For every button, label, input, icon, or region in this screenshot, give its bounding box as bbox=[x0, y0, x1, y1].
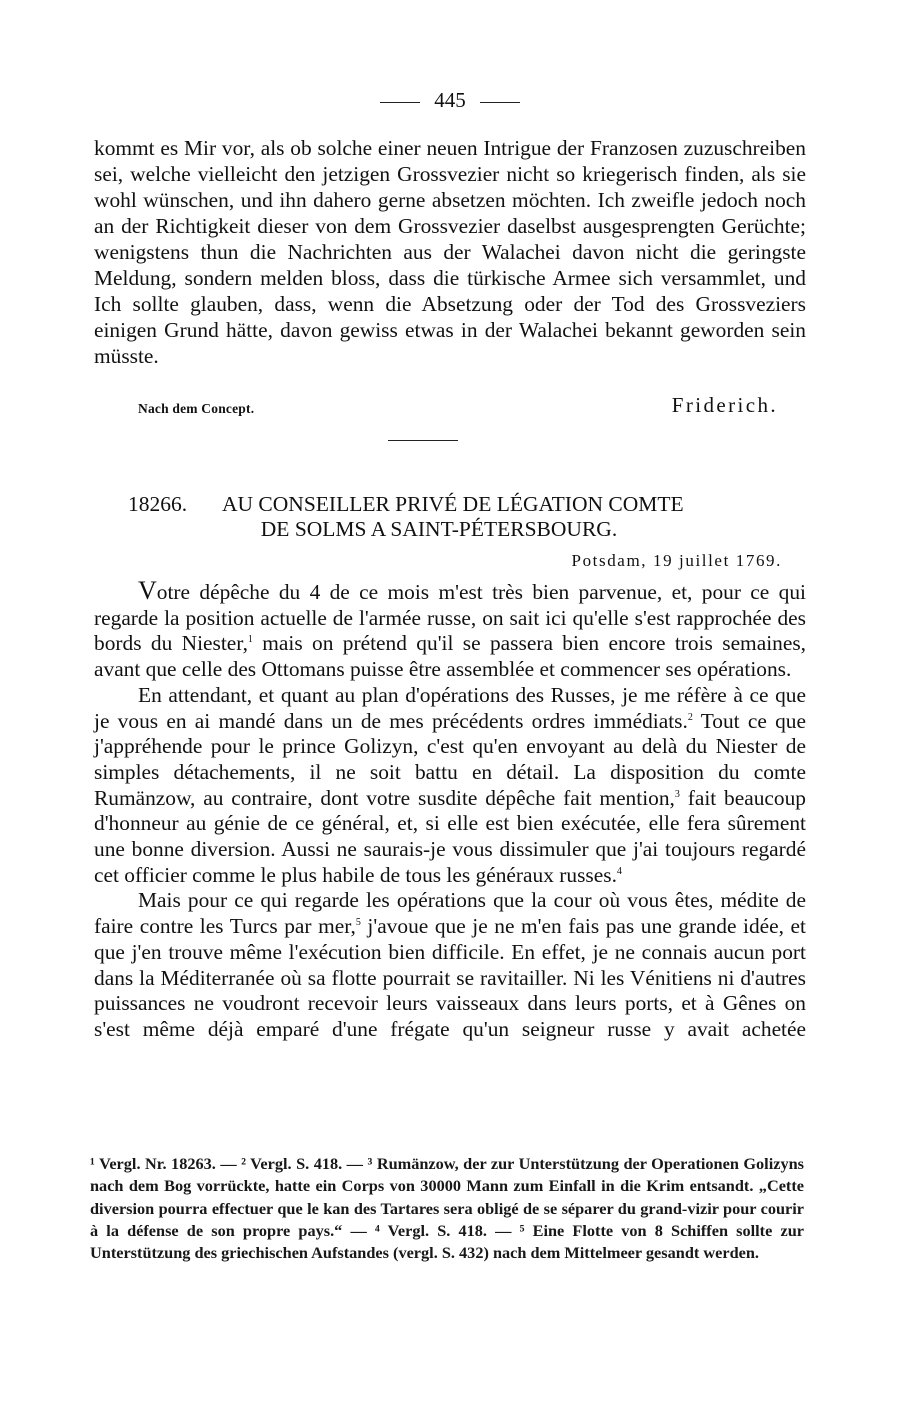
paragraph-text: Votre dépêche du 4 de ce mois m'est très bien parvenue, et, pour ce qui regarde la position actuelle de l'armée russe, on sait ici qu'elle s'est rapprochée des bords du Niester, bbox=[94, 576, 806, 656]
paragraph-text: En attendant, et quant au plan d'opérations des Russes, je me réfère à ce que je vous en ai mandé dans un de mes précédents ordres immédiats. bbox=[94, 682, 806, 733]
body-paragraph bbox=[94, 888, 806, 1042]
paragraph-text: mais on prétend qu'il se passera bien encore trois semaines, avant que celle des Ottomans puisse être assemblée et commencer ses opérations. bbox=[94, 631, 806, 682]
source-note: Nach dem Concept. bbox=[138, 401, 255, 416]
lead-paragraph: kommt es Mir vor, als ob solche einer neuen Intrigue der Franzosen zuzuschreiben sei, welche vielleicht den jetzigen Grossvezier nicht so kriegerisch finden, als sie wohl wünschen, und ihn dahero gerne absetzen möchten. Ich zweifle jedoch noch an der Richtigkeit dieser von dem Grossvezier daselbst ausgesprengten Gerüchte; wenigstens thun die Nachrichten aus der Walachei davon nicht die geringste Meldung, sondern melden bloss, dass die türkische Armee sich versammlet, und Ich sollte glauben, dass, wenn die Absetzung oder der Tod des Grossveziers einigen Grund hätte, davon gewiss etwas in der Walachei bekannt geworden sein müsste. bbox=[94, 136, 806, 368]
letter-title-line-1: AU CONSEILLER PRIVÉ DE LÉGATION COMTE bbox=[222, 492, 684, 516]
header-rule-right bbox=[480, 102, 520, 103]
body-paragraph bbox=[94, 578, 806, 683]
footnotes: ¹ Vergl. Nr. 18263. — ² Vergl. S. 418. — ³ Rumänzow, der zur Unterstützung der Operationen Golizyns nach dem Bog vorrückte, hatte ein Corps von 30000 Mann zum Einfall in die Krim entsandt. „Cette diversion pourra effectuer que le kan des Tartares sera obligé de se séparer du grand-vizir pour courir à la défense de son propre pays.“ — ⁴ Vergl. S. 418. — ⁵ Eine Flotte von 8 Schiffen sollte zur Unterstützung des griechischen Aufstandes (vergl. S. 432) nach dem Mittelmeer gesandt werden. bbox=[90, 1154, 804, 1263]
page-number: 445 bbox=[434, 88, 466, 112]
footnote-ref: 5 bbox=[355, 917, 361, 929]
footnote-ref: 2 bbox=[687, 711, 693, 723]
footnote-ref: 1 bbox=[247, 634, 253, 646]
footnote-ref: 4 bbox=[616, 865, 622, 877]
closing-line bbox=[94, 393, 806, 423]
letter-body bbox=[94, 578, 806, 1043]
dateline: Potsdam, 19 juillet 1769. bbox=[571, 551, 782, 570]
footnote-ref: 3 bbox=[674, 788, 680, 800]
paragraph-text: fait beaucoup d'honneur au génie de ce général, et, si elle est bien exécutée, elle fera sûrement une bonne diversion. Aussi ne saurais-je vous dissimuler que j'ai toujours regardé cet officier comme le plus habile de tous les généraux russes. bbox=[94, 785, 806, 887]
paragraph-text: Mais pour ce qui regarde les opérations que la cour où vous êtes, médite de faire contre les Turcs par mer, bbox=[94, 888, 806, 939]
paragraph-text: Tout ce que j'appréhende pour le prince Golizyn, c'est qu'en envoyant au delà du Niester de simples détachements, il ne soit battu en détail. La disposition du comte Rumänzow, au contraire, dont votre susdite dépêche fait mention, bbox=[94, 708, 806, 810]
page-header bbox=[0, 88, 900, 112]
continued-letter-text bbox=[94, 135, 806, 369]
paragraph-text: j'avoue que je ne m'en fais pas une grande idée, et que j'en trouve même l'exécution bien difficile. En effet, je ne connais aucun port dans la Méditerranée où sa flotte pourrait se ravitailler. Ni les Vénitiens ni d'autres puissances ne voudront recevoir leurs vaisseaux dans leurs ports, et à Gênes on s'est même déjà emparé d'une frégate qu'un seigneur russe y avait achetée bbox=[94, 914, 806, 1041]
section-divider bbox=[388, 440, 458, 441]
signature: Friderich. bbox=[671, 393, 778, 417]
body-paragraph bbox=[94, 683, 806, 889]
letter-number: 18266. bbox=[128, 492, 188, 516]
letter-title-line-2: DE SOLMS A SAINT-PÉTERSBOURG. bbox=[260, 517, 618, 541]
header-rule-left bbox=[380, 102, 420, 103]
